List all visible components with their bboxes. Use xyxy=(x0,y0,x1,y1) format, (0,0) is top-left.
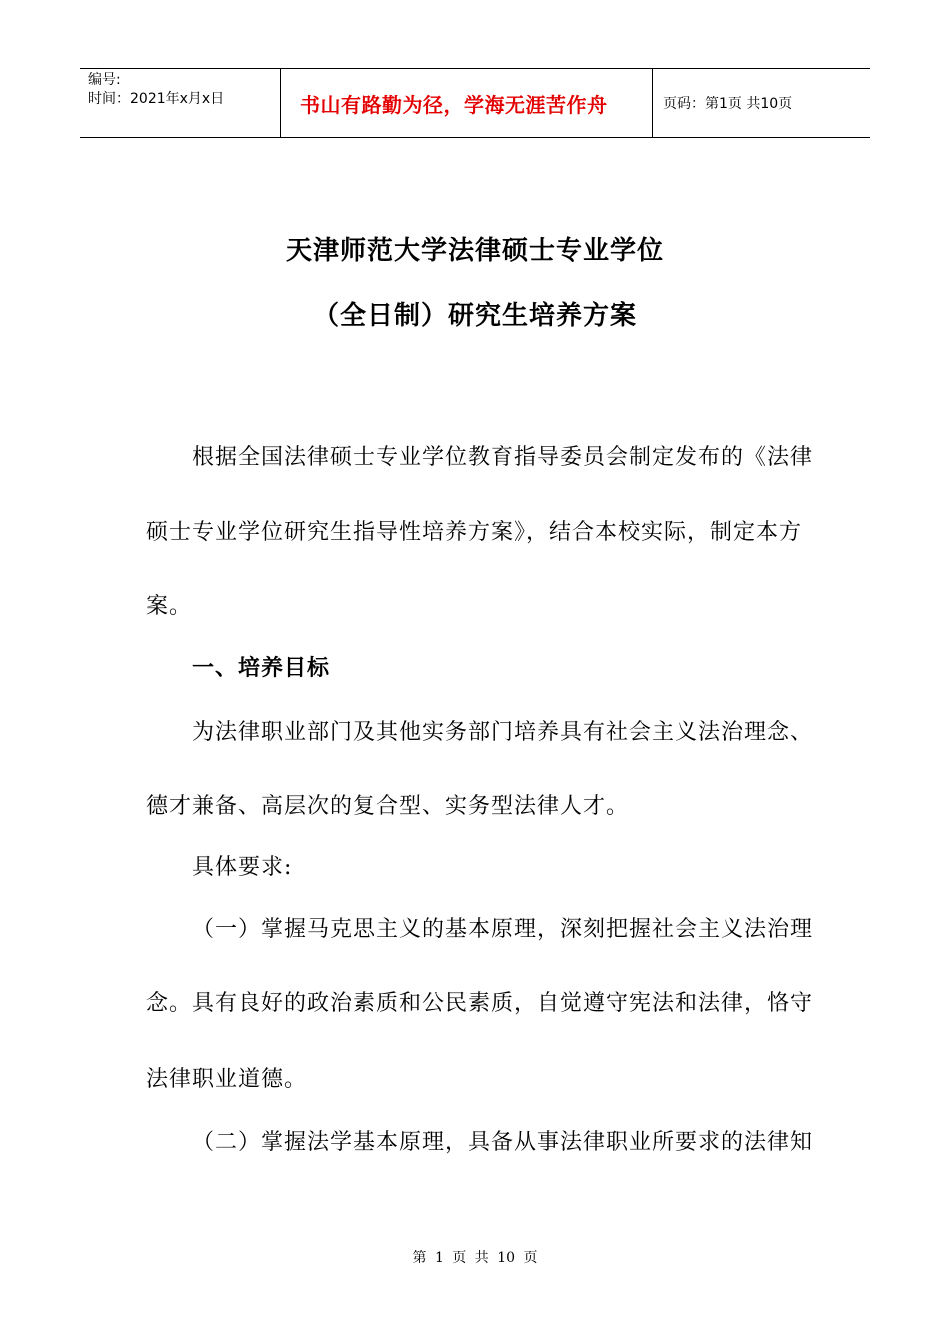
document-number-label: 编号: xyxy=(88,72,121,88)
paragraph-line: （一）掌握马克思主义的基本原理，深刻把握社会主义法治理 xyxy=(192,917,814,942)
paragraph-line: 根据全国法律硕士专业学位教育指导委员会制定发布的《法律 xyxy=(192,445,814,470)
paragraph-line: 念。具有良好的政治素质和公民素质，自觉遵守宪法和法律，恪守 xyxy=(146,991,814,1016)
paragraph-line: 法律职业道德。 xyxy=(146,1067,308,1092)
paragraph-line: （二）掌握法学基本原理，具备从事法律职业所要求的法律知 xyxy=(192,1130,814,1155)
header-motto: 书山有路勤为径，学海无涯苦作舟 xyxy=(281,69,653,137)
paragraph-line: 案。 xyxy=(146,594,193,619)
paragraph-line: 硕士专业学位研究生指导性培养方案》，结合本校实际，制定本方 xyxy=(146,520,803,545)
paragraph-line: 德才兼备、高层次的复合型、实务型法律人才。 xyxy=(146,794,630,819)
header-meta-cell xyxy=(80,69,281,137)
document-title-line-1: 天津师范大学法律硕士专业学位 xyxy=(285,236,664,266)
header-page-info: 页码：第1页 共10页 xyxy=(663,96,793,112)
document-header xyxy=(80,68,870,138)
paragraph-line: 为法律职业部门及其他实务部门培养具有社会主义法治理念、 xyxy=(192,720,814,745)
page-footer-number: 第 1 页 共 10 页 xyxy=(412,1250,538,1266)
document-date-label: 时间：2021年x月x日 xyxy=(88,91,225,107)
document-title-line-2: （全日制）研究生培养方案 xyxy=(312,301,637,331)
requirements-label: 具体要求: xyxy=(192,855,293,880)
section-heading: 一、培养目标 xyxy=(192,656,331,681)
